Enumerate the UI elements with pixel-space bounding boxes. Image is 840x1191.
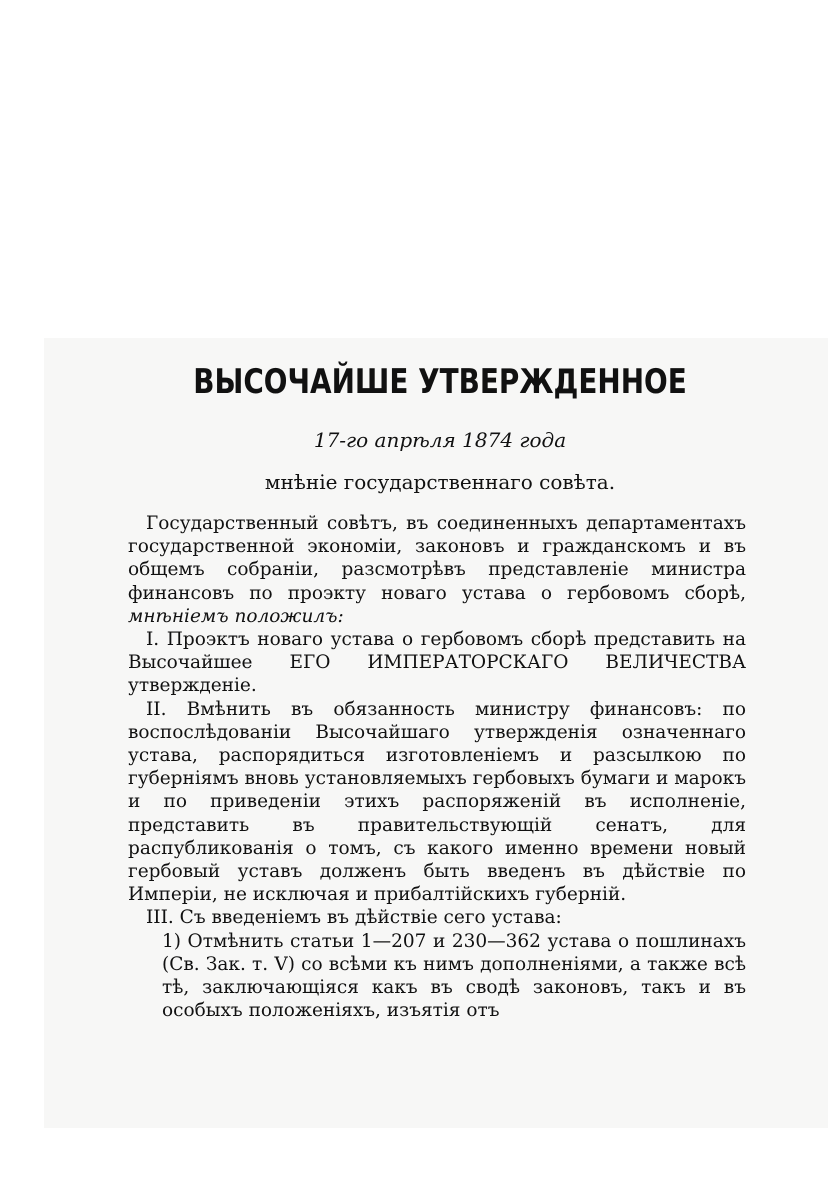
document-body (128, 512, 746, 1022)
intro-paragraph (128, 512, 746, 628)
subitem-1-paragraph: 1) Отмѣнить статьи 1—207 и 230—362 устава о пошлинахъ (Св. Зак. т. V) со всѣми къ нимъ дополненіями, а также всѣ тѣ, заключающіяся какъ въ сводѣ законовъ, такъ и въ особыхъ положеніяхъ, изъятія отъ (162, 930, 746, 1022)
intro-italic: мнѣніемъ положилъ: (128, 605, 344, 627)
item-2-paragraph: II. Вмѣнить въ обязанность министру финансовъ: по воспослѣдованіи Высочайшаго утвержденія означеннаго устава, распорядиться изготовленіемъ и разсылкою по губерніямъ вновь установляемыхъ гербовыхъ бумаги и марокъ и по приведеніи этихъ распоряженій въ исполненіе, представить въ правительствующій сенатъ, для распубликованія о томъ, съ какого именно времени новый гербовый уставъ долженъ быть введенъ въ дѣйствіе по Имперіи, не исключая и прибалтійскихъ губерній. (128, 698, 746, 906)
item-3-paragraph: III. Съ введеніемъ въ дѣйствіе сего устава: (146, 907, 562, 929)
item-1-paragraph: I. Проэктъ новаго устава о гербовомъ сборѣ представить на Высочайшее ЕГО ИМПЕРАТОРСКАГО ВЕЛИЧЕСТВА утвержденіе. (128, 629, 746, 697)
document-subtitle: мнѣніе государственнаго совѣта. (264, 470, 616, 494)
document-date: 17-го апрѣля 1874 года (313, 428, 567, 452)
document-title: ВЫСОЧАЙШЕ УТВЕРЖДЕННОЕ (193, 362, 687, 402)
intro-text: Государственный совѣтъ, въ соединенныхъ департаментахъ государственной экономіи, законовъ и гражданскомъ и въ общемъ собраніи, разсмотрѣвъ представленіе министра финансовъ по проэкту новаго устава о гербовомъ сборѣ, (128, 513, 746, 604)
